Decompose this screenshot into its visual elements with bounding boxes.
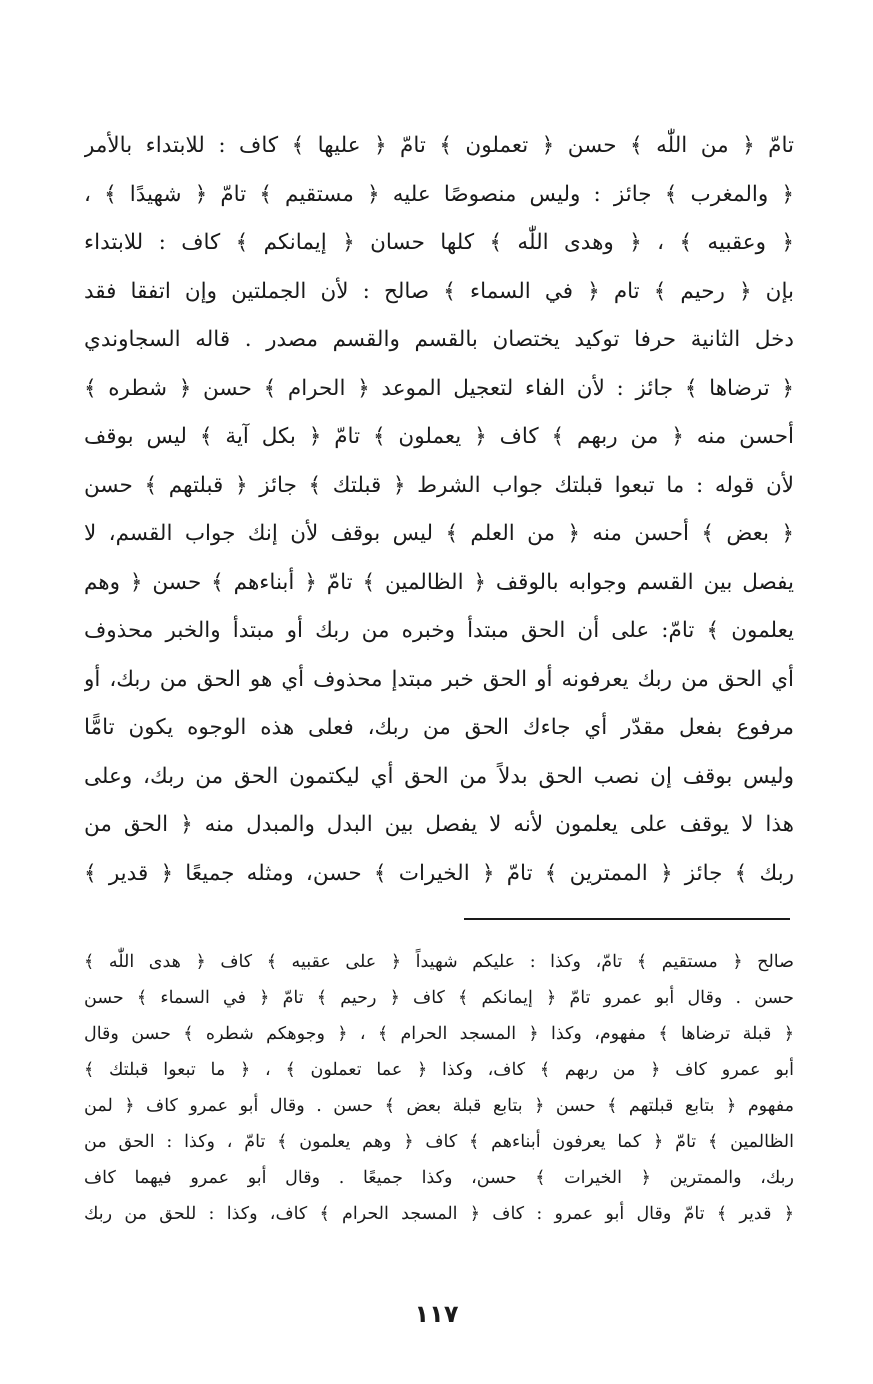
text-line: ﴿ والمغرب ﴾ جائز : وليس منصوصًا عليه ﴿ مستقيم ﴾ تامّ ﴿ شهيدًا ﴾ ،: [84, 181, 794, 207]
text-line: ربك ﴾ جائز ﴿ الممترين ﴾ تامّ ﴿ الخيرات ﴾ حسن، ومثله جميعًا ﴿ قدير ﴾: [84, 860, 794, 886]
text-line: يفصل بين القسم وجوابه بالوقف ﴿ الظالمين ﴾ تامّ ﴿ أبناءهم ﴾ حسن ﴿ وهم: [84, 569, 794, 595]
text-line: ﴿ وعقبيه ﴾ ، ﴿ وهدى اللّٰه ﴾ كلها حسان ﴿ إيمانكم ﴾ كاف : للابتداء: [84, 230, 794, 255]
footnote-line: ﴿ قدير ﴾ تامّ وقال أبو عمرو : كاف ﴿ المسجد الحرام ﴾ كاف، وكذا : للحق من ربك: [84, 1204, 794, 1224]
footnotes-block: [84, 944, 794, 1232]
text-line: ﴿ بعض ﴾ أحسن منه ﴿ من العلم ﴾ ليس بوقف لأن إنك جواب القسم، لا: [84, 521, 794, 546]
text-line: بإن ﴿ رحيم ﴾ تام ﴿ في السماء ﴾ صالح : لأن الجملتين وإن اتفقا فقد: [84, 278, 794, 304]
footnote-line: مفهوم ﴿ بتابع قبلتهم ﴾ حسن ﴿ بتابع قبلة بعض ﴾ حسن . وقال أبو عمرو كاف ﴿ لمن: [84, 1096, 794, 1116]
text-line: أحسن منه ﴿ من ربهم ﴾ كاف ﴿ يعملون ﴾ تامّ ﴿ بكل آية ﴾ ليس بوقف: [84, 424, 794, 449]
footnote-line: الظالمين ﴾ تامّ ﴿ كما يعرفون أبناءهم ﴾ كاف ﴿ وهم يعلمون ﴾ تامّ ، وكذا : الحق من: [84, 1132, 794, 1152]
text-line: تامّ ﴿ من اللّٰه ﴾ حسن ﴿ تعملون ﴾ تامّ ﴿ عليها ﴾ كاف : للابتداء بالأمر: [84, 133, 794, 158]
text-line: مرفوع بفعل مقدّر أي جاءك الحق من ربك، فعلى هذه الوجوه يكون تامًّا: [84, 715, 794, 740]
text-line: لأن قوله : ما تبعوا قبلتك جواب الشرط ﴿ قبلتك ﴾ جائز ﴿ قبلتهم ﴾ حسن: [84, 472, 794, 498]
page-number: ١١٧: [414, 1300, 459, 1328]
text-line: ﴿ ترضاها ﴾ جائز : لأن الفاء لتعجيل الموعد ﴿ الحرام ﴾ حسن ﴿ شطره ﴾: [84, 375, 794, 401]
text-line: أي الحق من ربك يعرفونه أو الحق خبر مبتدإ محذوف أي هو الحق من ربك، أو: [84, 666, 794, 692]
text-line: دخل الثانية حرفا توكيد يختصان بالقسم والقسم مصدر . قاله السجاوندي: [84, 327, 794, 352]
text-line: وليس بوقف إن نصب الحق بدلاً من الحق أي ليكتمون الحق من ربك، وعلى: [84, 763, 794, 789]
footnote-line: أبو عمرو كاف ﴿ من ربهم ﴾ كاف، وكذا ﴿ عما تعملون ﴾ ، ﴿ ما تبعوا قبلتك ﴾: [84, 1060, 794, 1080]
text-line: هذا لا يوقف على يعلمون لأنه لا يفصل بين البدل والمبدل منه ﴿ الحق من: [84, 812, 794, 837]
footnote-line: حسن . وقال أبو عمرو تامّ ﴿ إيمانكم ﴾ كاف ﴿ رحيم ﴾ تامّ ﴿ في السماء ﴾ حسن: [84, 988, 794, 1008]
footnote-divider: [464, 918, 790, 920]
footnote-line: ربك، والممترين ﴿ الخيرات ﴾ حسن، وكذا جميعًا . وقال أبو عمرو فيهما كاف: [84, 1168, 794, 1188]
footnote-line: صالح ﴿ مستقيم ﴾ تامّ، وكذا : عليكم شهيداً ﴿ على عقبيه ﴾ كاف ﴿ هدى اللّٰه ﴾: [84, 952, 794, 972]
text-line: يعلمون ﴾ تامّ: على أن الحق مبتدأ وخبره من ربك أو مبتدأ والخبر محذوف: [84, 618, 794, 643]
main-text-block: [84, 122, 794, 898]
footnote-line: ﴿ قبلة ترضاها ﴾ مفهوم، وكذا ﴿ المسجد الحرام ﴾ ، ﴿ وجوهكم شطره ﴾ حسن وقال: [84, 1024, 794, 1044]
